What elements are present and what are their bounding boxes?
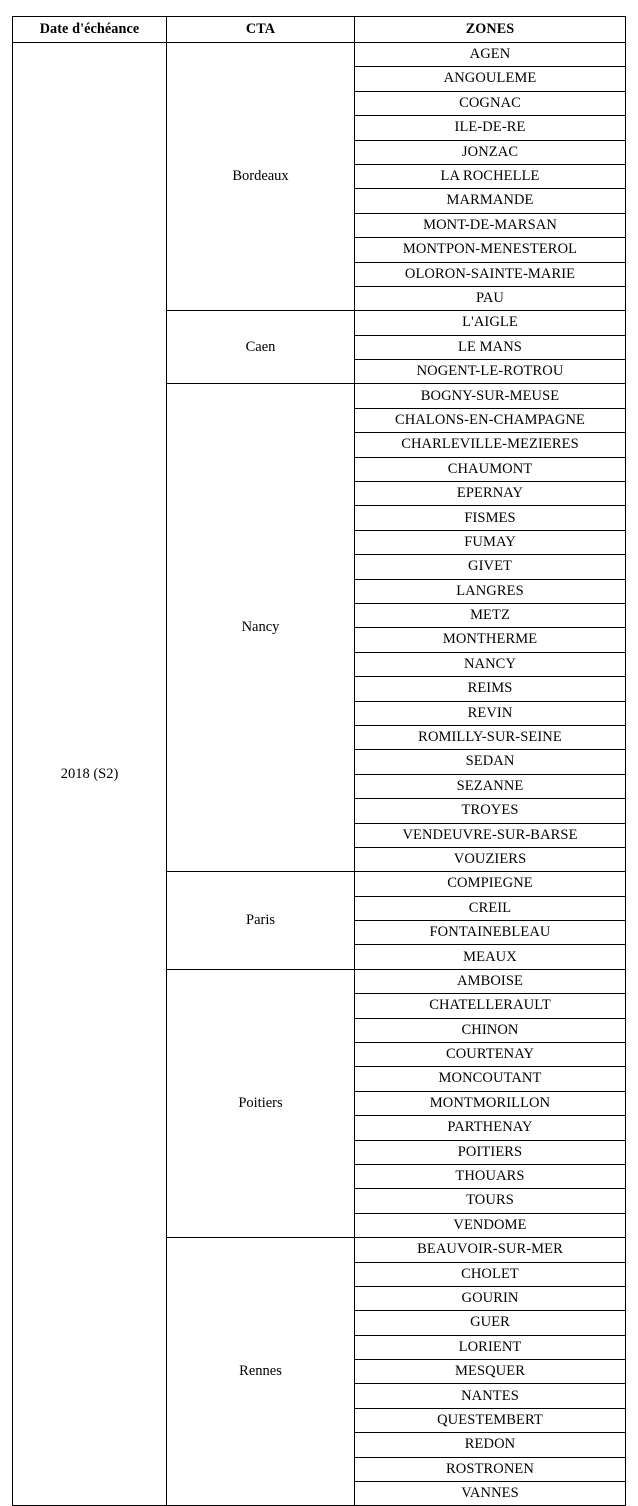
cell-zone: CHARLEVILLE-MEZIERES xyxy=(355,433,626,457)
cell-zone: AMBOISE xyxy=(355,969,626,993)
cell-zone: MONCOUTANT xyxy=(355,1067,626,1091)
cell-zone: REDON xyxy=(355,1433,626,1457)
cell-zone: TOURS xyxy=(355,1189,626,1213)
cell-zone: THOUARS xyxy=(355,1164,626,1188)
column-header-date-echeance: Date d'échéance xyxy=(13,17,167,43)
cell-zone: LE MANS xyxy=(355,335,626,359)
cell-zone: L'AIGLE xyxy=(355,311,626,335)
cell-zone: MONTMORILLON xyxy=(355,1091,626,1115)
cell-zone: LA ROCHELLE xyxy=(355,164,626,188)
cell-zone: CHAUMONT xyxy=(355,457,626,481)
cell-zone: ANGOULEME xyxy=(355,67,626,91)
cell-zone: FONTAINEBLEAU xyxy=(355,921,626,945)
cell-zone: REIMS xyxy=(355,677,626,701)
cell-zone: FUMAY xyxy=(355,530,626,554)
cell-zone: SEZANNE xyxy=(355,774,626,798)
cell-zone: METZ xyxy=(355,603,626,627)
cell-zone: AGEN xyxy=(355,43,626,67)
cell-zone: ROSTRONEN xyxy=(355,1457,626,1481)
cell-zone: PAU xyxy=(355,286,626,310)
cell-zone: PARTHENAY xyxy=(355,1116,626,1140)
cta-zones-table xyxy=(12,16,626,1506)
cell-zone: MARMANDE xyxy=(355,189,626,213)
cell-zone: GOURIN xyxy=(355,1286,626,1310)
cell-zone: QUESTEMBERT xyxy=(355,1408,626,1432)
cell-zone: CHOLET xyxy=(355,1262,626,1286)
cell-zone: MONT-DE-MARSAN xyxy=(355,213,626,237)
table-header-row xyxy=(13,17,626,43)
cell-cta-paris: Paris xyxy=(167,872,355,970)
cell-zone: TROYES xyxy=(355,799,626,823)
cell-zone: MESQUER xyxy=(355,1360,626,1384)
cell-zone: CHALONS-EN-CHAMPAGNE xyxy=(355,408,626,432)
cell-zone: EPERNAY xyxy=(355,482,626,506)
cell-zone: MEAUX xyxy=(355,945,626,969)
cell-zone: BOGNY-SUR-MEUSE xyxy=(355,384,626,408)
cell-zone: LORIENT xyxy=(355,1335,626,1359)
cell-zone: CHATELLERAULT xyxy=(355,994,626,1018)
table-header xyxy=(13,17,626,43)
cell-zone: COGNAC xyxy=(355,91,626,115)
table-body xyxy=(13,43,626,1506)
cell-cta-bordeaux: Bordeaux xyxy=(167,43,355,311)
table-row xyxy=(13,43,626,67)
cell-cta-caen: Caen xyxy=(167,311,355,384)
cell-zone: NANTES xyxy=(355,1384,626,1408)
cell-zone: CHINON xyxy=(355,1018,626,1042)
cell-zone: VANNES xyxy=(355,1482,626,1506)
cell-zone: POITIERS xyxy=(355,1140,626,1164)
cell-zone: VENDEUVRE-SUR-BARSE xyxy=(355,823,626,847)
cell-zone: MONTPON-MENESTEROL xyxy=(355,238,626,262)
cell-cta-nancy: Nancy xyxy=(167,384,355,872)
cell-zone: NOGENT-LE-ROTROU xyxy=(355,360,626,384)
cell-zone: NANCY xyxy=(355,652,626,676)
cell-cta-poitiers: Poitiers xyxy=(167,969,355,1237)
cell-zone: ROMILLY-SUR-SEINE xyxy=(355,725,626,749)
cell-zone: JONZAC xyxy=(355,140,626,164)
cell-zone: COMPIEGNE xyxy=(355,872,626,896)
cell-zone: SEDAN xyxy=(355,750,626,774)
column-header-zones: ZONES xyxy=(355,17,626,43)
cell-zone: BEAUVOIR-SUR-MER xyxy=(355,1238,626,1262)
column-header-cta: CTA xyxy=(167,17,355,43)
cell-zone: COURTENAY xyxy=(355,1043,626,1067)
cell-zone: VENDOME xyxy=(355,1213,626,1237)
cell-zone: GUER xyxy=(355,1311,626,1335)
cell-zone: OLORON-SAINTE-MARIE xyxy=(355,262,626,286)
cell-zone: ILE-DE-RE xyxy=(355,116,626,140)
cell-cta-rennes: Rennes xyxy=(167,1238,355,1506)
cell-zone: VOUZIERS xyxy=(355,847,626,871)
cell-zone: GIVET xyxy=(355,555,626,579)
cell-zone: FISMES xyxy=(355,506,626,530)
cell-date-echeance: 2018 (S2) xyxy=(13,43,167,1506)
cell-zone: MONTHERME xyxy=(355,628,626,652)
cell-zone: REVIN xyxy=(355,701,626,725)
cell-zone: CREIL xyxy=(355,896,626,920)
cell-zone: LANGRES xyxy=(355,579,626,603)
